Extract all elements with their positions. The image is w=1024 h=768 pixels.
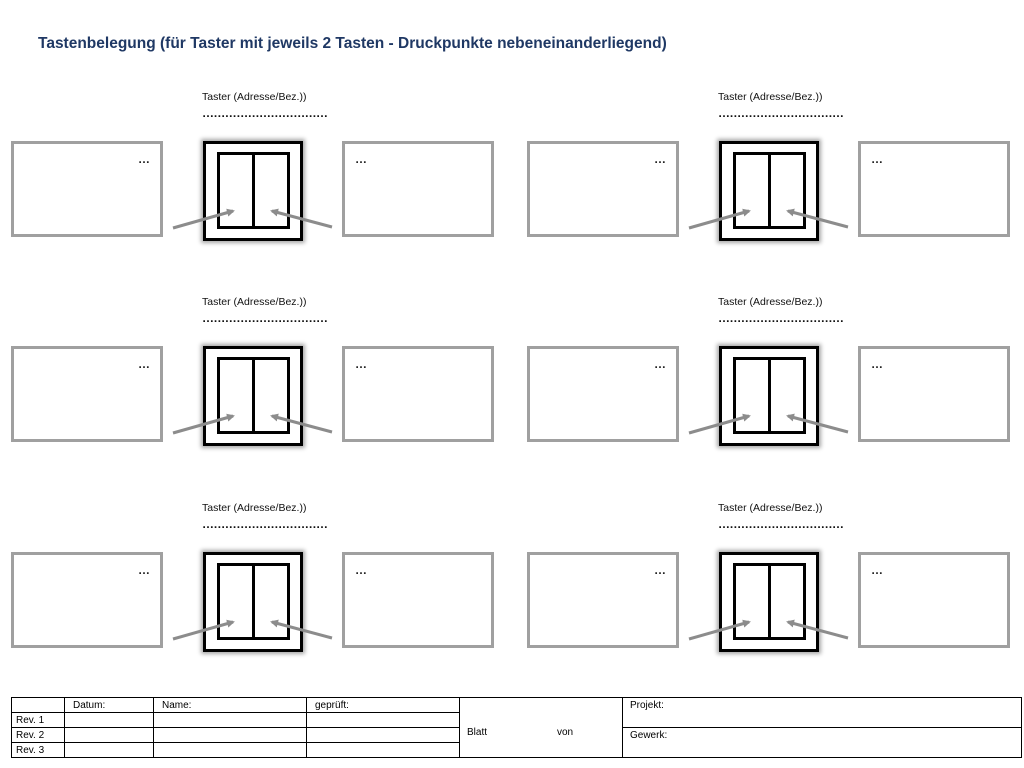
double-rocker-switch-icon [203, 141, 303, 241]
left-key-note-box[interactable] [527, 346, 679, 442]
taster-label: Taster (Adresse/Bez.)) [718, 91, 823, 103]
left-key-note-box[interactable] [11, 141, 163, 237]
left-key-note-box[interactable] [527, 552, 679, 648]
right-key-note-box[interactable] [342, 346, 494, 442]
name-field[interactable] [154, 728, 307, 743]
revision-label: Rev. 2 [12, 728, 65, 743]
taster-label: Taster (Adresse/Bez.)) [202, 296, 307, 308]
right-key [255, 566, 287, 637]
left-key [736, 155, 771, 226]
blatt-label: Blatt [467, 727, 488, 738]
projekt-label: Projekt: [630, 700, 664, 711]
switch-inner-frame [733, 563, 806, 640]
double-rocker-switch-icon [203, 346, 303, 446]
switch-inner-frame [217, 563, 290, 640]
taster-label: Taster (Adresse/Bez.)) [718, 296, 823, 308]
name-field[interactable] [154, 743, 307, 758]
taster-address-field[interactable]: …………………………… [718, 106, 844, 120]
taster-address-field[interactable]: …………………………… [202, 311, 328, 325]
left-key-note-box[interactable] [11, 346, 163, 442]
datum-field[interactable] [65, 728, 154, 743]
geprueft-field[interactable] [307, 713, 460, 728]
left-key-note-text: … [138, 357, 150, 371]
page-title: Tastenbelegung (für Taster mit jeweils 2 Tasten - Druckpunkte nebeneinanderliegend) [38, 35, 667, 52]
right-key-note-text: … [355, 563, 367, 577]
right-key-note-text: … [871, 152, 883, 166]
double-rocker-switch-icon [719, 552, 819, 652]
taster-address-field[interactable]: …………………………… [718, 517, 844, 531]
taster-label: Taster (Adresse/Bez.)) [202, 502, 307, 514]
right-key-note-text: … [871, 357, 883, 371]
taster-unit [527, 296, 1024, 408]
revision-label: Rev. 1 [12, 713, 65, 728]
name-header: Name: [154, 698, 307, 713]
taster-unit [527, 502, 1024, 614]
right-key [771, 566, 803, 637]
right-key [255, 360, 287, 431]
right-key [255, 155, 287, 226]
gewerk-label: Gewerk: [630, 730, 668, 741]
right-key [771, 155, 803, 226]
left-key [220, 155, 255, 226]
datum-field[interactable] [65, 713, 154, 728]
double-rocker-switch-icon [719, 346, 819, 446]
right-key-note-box[interactable] [342, 141, 494, 237]
switch-inner-frame [217, 152, 290, 229]
left-key-note-text: … [138, 152, 150, 166]
switch-inner-frame [733, 152, 806, 229]
right-key-note-box[interactable] [858, 346, 1010, 442]
right-key-note-text: … [871, 563, 883, 577]
von-label: von [557, 727, 574, 738]
right-key [771, 360, 803, 431]
left-key [736, 566, 771, 637]
revision-label: Rev. 3 [12, 743, 65, 758]
title-block [11, 697, 1022, 758]
datum-header: Datum: [65, 698, 154, 713]
projekt-cell [623, 698, 1022, 728]
left-key-note-text: … [654, 357, 666, 371]
title-block-header-row [12, 698, 1022, 713]
geprueft-field[interactable] [307, 728, 460, 743]
right-key-note-box[interactable] [858, 552, 1010, 648]
taster-address-field[interactable]: …………………………… [202, 517, 328, 531]
left-key [220, 566, 255, 637]
left-key [736, 360, 771, 431]
datum-field[interactable] [65, 743, 154, 758]
right-key-note-box[interactable] [342, 552, 494, 648]
right-key-note-box[interactable] [858, 141, 1010, 237]
right-key-note-text: … [355, 152, 367, 166]
taster-label: Taster (Adresse/Bez.)) [718, 502, 823, 514]
right-key-note-text: … [355, 357, 367, 371]
blatt-cell [460, 698, 623, 758]
left-key [220, 360, 255, 431]
switch-inner-frame [733, 357, 806, 434]
left-key-note-box[interactable] [11, 552, 163, 648]
geprueft-field[interactable] [307, 743, 460, 758]
gewerk-cell [623, 728, 1022, 758]
double-rocker-switch-icon [719, 141, 819, 241]
left-key-note-box[interactable] [527, 141, 679, 237]
taster-label: Taster (Adresse/Bez.)) [202, 91, 307, 103]
left-key-note-text: … [138, 563, 150, 577]
switch-inner-frame [217, 357, 290, 434]
title-block-corner-cell [12, 698, 65, 713]
taster-address-field[interactable]: …………………………… [202, 106, 328, 120]
taster-address-field[interactable]: …………………………… [718, 311, 844, 325]
double-rocker-switch-icon [203, 552, 303, 652]
left-key-note-text: … [654, 152, 666, 166]
taster-unit [527, 91, 1024, 203]
name-field[interactable] [154, 713, 307, 728]
left-key-note-text: … [654, 563, 666, 577]
geprueft-header: geprüft: [307, 698, 460, 713]
